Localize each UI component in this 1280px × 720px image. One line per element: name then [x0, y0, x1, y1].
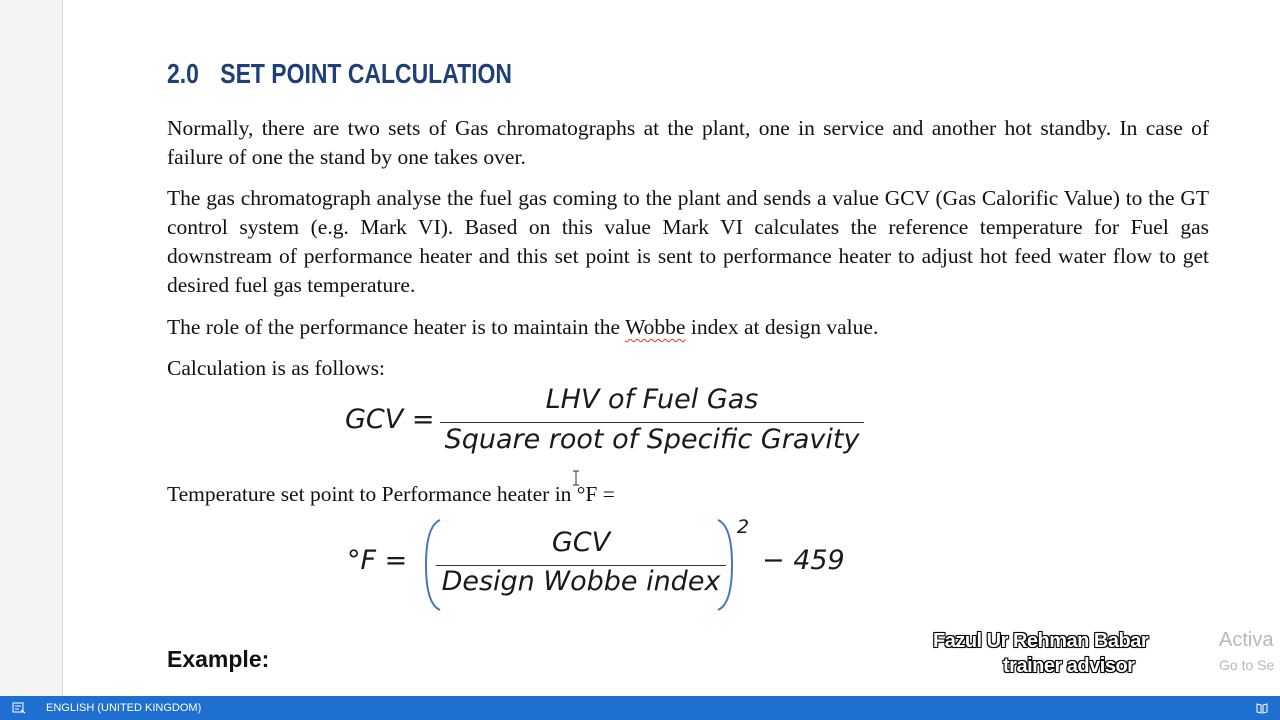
section-title: SET POINT CALCULATION	[220, 58, 512, 89]
text-cursor-icon	[572, 470, 580, 486]
paragraph-calculation-intro: Calculation is as follows:	[167, 356, 385, 380]
paragraph-temperature-setpoint: Temperature set point to Performance heater in °F =	[167, 482, 615, 506]
proofing-icon	[12, 702, 26, 714]
section-number: 2.0	[167, 58, 199, 89]
section-heading	[167, 58, 512, 90]
formula2-exponent: 2	[737, 516, 750, 538]
read-mode-icon[interactable]	[1256, 702, 1268, 714]
watermark-name: Fazul Ur Rehman Babar	[933, 630, 1149, 652]
example-heading: Example:	[167, 646, 270, 672]
left-margin	[0, 0, 62, 696]
status-bar	[0, 696, 1280, 720]
wobbe-text-after: index at design value.	[685, 315, 879, 339]
paragraph-chromatograph: The gas chromatograph analyse the fuel gas coming to the plant and sends a value GCV (Gas Calorific Value) to the GT control system (e.g. Mark VI). Based on this value Mark VI calculates the reference temperature for Fuel gas downstream of performance heater and this set point is sent to performance heater to adjust hot feed water flow to get desired fuel gas temperature.	[167, 186, 1209, 297]
formula1-denominator: Square root of Specific Gravity	[444, 424, 860, 455]
watermark-role: trainer advisor	[1003, 655, 1135, 677]
language-label: ENGLISH (UNITED KINGDOM)	[46, 702, 202, 714]
formula1-lhs: GCV =	[345, 404, 435, 435]
language-indicator[interactable]	[12, 702, 201, 714]
paragraph-standby: Normally, there are two sets of Gas chromatographs at the plant, one in service and another hot standby. In case of failure of one the stand by one takes over.	[167, 116, 1209, 169]
formula1-numerator: LHV of Fuel Gas	[545, 384, 759, 415]
paragraph-wobbe	[167, 313, 1209, 342]
activate-windows-line2: Go to Se	[1219, 657, 1275, 673]
formula2-constant: − 459	[762, 545, 845, 576]
right-parenthesis-icon	[714, 518, 736, 612]
formula1-fraction-bar	[440, 422, 864, 423]
wobbe-text-before: The role of the performance heater is to maintain the	[167, 315, 626, 339]
spellcheck-word-wobbe[interactable]: Wobbe	[625, 315, 686, 339]
formula2-lhs: °F =	[347, 545, 408, 576]
formula2-numerator: GCV	[551, 527, 611, 558]
formula2-denominator: Design Wobbe index	[441, 566, 721, 597]
activate-windows-line1: Activa	[1219, 629, 1274, 651]
